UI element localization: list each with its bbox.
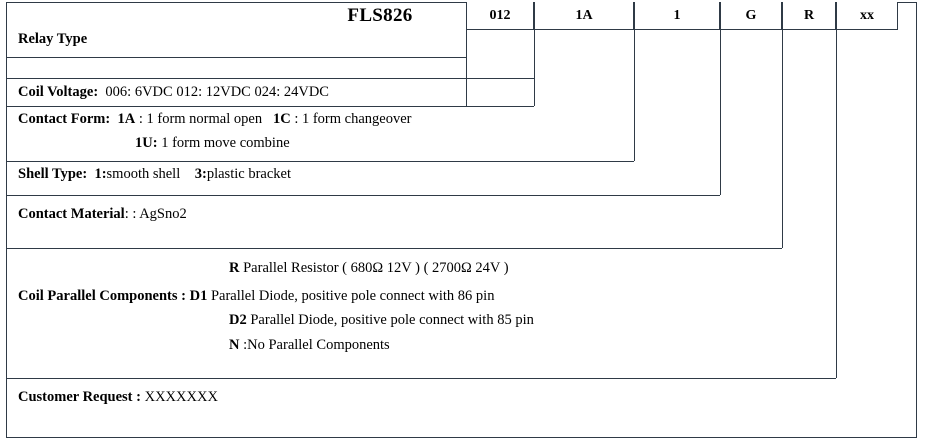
row-coil-parallel-d1 (18, 288, 494, 305)
row-coil-parallel-r (229, 260, 509, 277)
contact-form-desc-1u: 1 form move combine (161, 135, 290, 151)
code-cell-coil-parallel: R (782, 2, 836, 30)
code-cell-customer-request: xx (836, 2, 898, 30)
row-coil-parallel-n (229, 337, 390, 354)
coil-parallel-code-n: N (229, 337, 240, 353)
code-cell-contact-form: 1A (534, 2, 634, 30)
coil-parallel-text-d2: Parallel Diode, positive pole connect with 85 pin (250, 312, 534, 328)
separator-coil-voltage-bottom (7, 106, 534, 107)
relay-type-label: Relay Type (18, 31, 88, 47)
shell-type-desc-3: plastic bracket (206, 166, 291, 182)
coil-parallel-code-r: R (229, 260, 240, 276)
shell-type-sep: : (82, 166, 88, 182)
separator-coil-voltage-top (7, 78, 534, 79)
leader-line-contact-form-right (634, 30, 635, 161)
coil-parallel-text-d1: Parallel Diode, positive pole connect with 86 pin (210, 288, 495, 304)
coil-parallel-text-n: :No Parallel Components (243, 337, 390, 353)
separator-coil-parallel-bottom (7, 378, 836, 379)
code-cell-coil-voltage: 012 (466, 2, 534, 30)
customer-request-value: XXXXXXX (144, 389, 218, 405)
coil-parallel-code-d1: D1 (189, 288, 208, 304)
coil-voltage-sep: : (93, 84, 99, 100)
separator-contact-form-bottom (7, 161, 634, 162)
contact-material-value: : : AgSno2 (124, 206, 187, 222)
contact-form-label: Contact Form (18, 111, 106, 127)
contact-form-desc-1a: : 1 form normal open (138, 111, 263, 127)
leader-line-shell-type (720, 30, 721, 195)
contact-material-label: Contact Material (18, 206, 125, 222)
leader-line-coil-voltage (466, 30, 467, 106)
separator-shell-type-bottom (7, 195, 720, 196)
code-cell-shell-type: 1 (634, 2, 720, 30)
coil-parallel-label: Coil Parallel Components (18, 288, 178, 304)
separator-relay-type (7, 57, 466, 58)
shell-type-desc-1: smooth shell (106, 166, 181, 182)
model-title: FLS826 (347, 5, 413, 26)
separator-contact-material-bottom (7, 248, 782, 249)
contact-form-desc-1c: : 1 form changeover (294, 111, 412, 127)
row-coil-parallel-d2 (229, 312, 534, 329)
contact-form-code-1u: 1U: (135, 135, 158, 151)
contact-form-code-1a: 1A (117, 111, 136, 127)
shell-type-code-1: 1: (94, 166, 107, 182)
shell-type-label: Shell Type (18, 166, 83, 182)
customer-request-sep: : (136, 389, 141, 405)
coil-voltage-value: 006: 6VDC 012: 12VDC 024: 24VDC (105, 84, 329, 100)
coil-voltage-label: Coil Voltage (18, 84, 94, 100)
coil-parallel-code-d2: D2 (229, 312, 247, 328)
row-customer-request (18, 389, 218, 406)
leader-line-contact-form (534, 30, 535, 106)
leader-line-contact-material (782, 30, 783, 248)
row-contact-form (18, 111, 411, 128)
contact-form-sep: : (105, 111, 111, 127)
row-coil-voltage (18, 84, 329, 101)
shell-type-code-3: 3: (194, 166, 207, 182)
leader-line-coil-parallel (836, 30, 837, 378)
row-contact-material (18, 206, 187, 223)
coil-parallel-text-r: Parallel Resistor ( 680Ω 12V ) ( 2700Ω 24V ) (243, 260, 509, 276)
code-cell-contact-material: G (720, 2, 782, 30)
contact-form-code-1c: 1C (272, 111, 291, 127)
customer-request-label: Customer Request (18, 389, 133, 405)
row-contact-form-line2 (135, 135, 290, 152)
row-relay-type (18, 31, 87, 48)
coil-parallel-sep: : (181, 288, 186, 304)
row-shell-type (18, 166, 291, 183)
